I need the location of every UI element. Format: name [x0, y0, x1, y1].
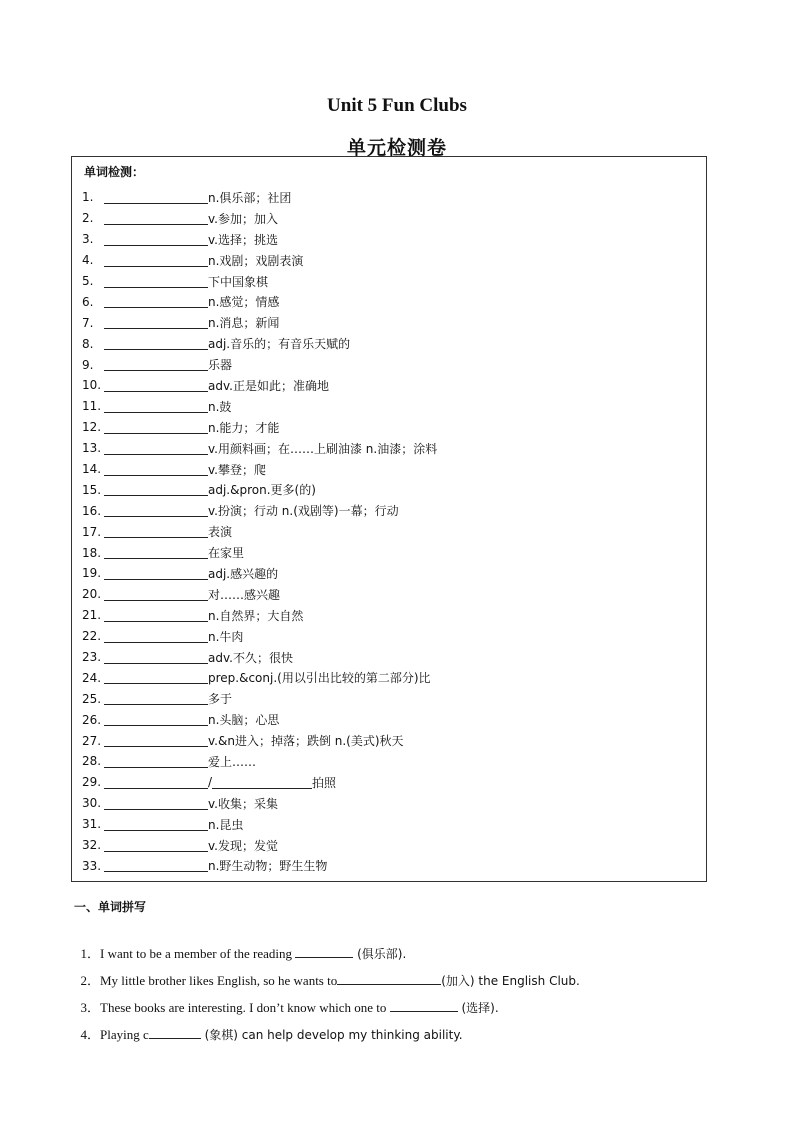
vocab-item-meaning: n.野生动物；野生生物	[208, 859, 328, 874]
vocab-item-number: 29.	[82, 775, 102, 790]
question-1-text: 1．I want to be a member of the reading	[80, 946, 296, 961]
vocab-item	[82, 229, 692, 250]
question-3-text: 3．These books are interesting. I don’t know which one to	[80, 1000, 390, 1015]
vocab-item	[82, 626, 692, 647]
question-1-hint: (俱乐部).	[353, 947, 407, 961]
section-title: 一、单词拼写	[74, 900, 147, 914]
vocab-item-number: 16.	[82, 503, 102, 518]
answer-blank[interactable]	[104, 337, 208, 350]
vocab-item	[82, 479, 692, 500]
vocab-item-meaning: n.消息；新闻	[208, 316, 280, 331]
vocab-item	[82, 647, 692, 668]
answer-blank[interactable]	[104, 379, 208, 392]
vocab-item-number: 19.	[82, 566, 102, 581]
vocab-item-number: 27.	[82, 733, 102, 748]
vocab-item	[82, 730, 692, 751]
answer-blank[interactable]	[212, 776, 312, 789]
vocab-item	[82, 709, 692, 730]
vocab-item-number: 17.	[82, 524, 102, 539]
question-4-text: 4．Playing c	[80, 1027, 149, 1042]
answer-blank[interactable]	[104, 859, 208, 872]
vocab-item-number: 24.	[82, 670, 102, 685]
vocab-item-number: 14.	[82, 462, 102, 477]
answer-blank[interactable]	[104, 254, 208, 267]
vocab-item-meaning: n.头脑；心思	[208, 713, 280, 728]
vocab-item-number: 11.	[82, 399, 102, 414]
question-2-text: 2．My little brother likes English, so he wants to	[80, 973, 338, 988]
vocab-item-number: 13.	[82, 441, 102, 456]
vocab-item-meaning: adj.感兴趣的	[208, 566, 279, 581]
vocab-item	[82, 521, 692, 542]
vocab-item	[82, 500, 692, 521]
question-2-hint: (加入) the English Club.	[441, 974, 580, 988]
vocab-item-meaning: n.昆虫	[208, 817, 244, 832]
answer-blank[interactable]	[104, 421, 208, 434]
page-subtitle: 单元检测卷	[346, 137, 447, 159]
answer-blank[interactable]	[104, 609, 208, 622]
answer-blank[interactable]	[104, 233, 208, 246]
answer-blank[interactable]	[104, 651, 208, 664]
vocab-item-meaning: v.扮演；行动 n.(戏剧等)一幕；行动	[208, 504, 399, 519]
vocab-item-meaning: n.鼓	[208, 399, 232, 414]
answer-blank[interactable]	[104, 713, 208, 726]
vocab-item	[82, 751, 692, 772]
vocab-item-number: 1.	[82, 190, 94, 205]
vocab-item-number: 30.	[82, 796, 102, 811]
answer-blank[interactable]	[104, 818, 208, 831]
answer-blank[interactable]	[104, 442, 208, 455]
answer-blank[interactable]	[104, 671, 208, 684]
vocab-item-number: 31.	[82, 817, 102, 832]
question-3-hint: (选择).	[457, 1001, 499, 1015]
vocab-item-number: 18.	[82, 545, 102, 560]
vocab-item	[82, 438, 692, 459]
vocab-item	[82, 208, 692, 229]
vocab-item-number: 20.	[82, 587, 102, 602]
vocab-item-number: 4.	[82, 253, 94, 268]
vocab-item-meaning: adv.正是如此；准确地	[208, 378, 329, 393]
answer-blank[interactable]	[104, 463, 208, 476]
answer-blank[interactable]	[104, 316, 208, 329]
vocab-item	[82, 312, 692, 333]
answer-blank[interactable]	[104, 275, 208, 288]
vocab-item-number: 25.	[82, 691, 102, 706]
vocab-item	[82, 835, 692, 856]
vocab-item-number: 28.	[82, 754, 102, 769]
answer-blank[interactable]	[104, 567, 208, 580]
vocab-item-meaning: n.能力；才能	[208, 420, 280, 435]
vocab-item	[82, 250, 692, 271]
vocab-item-meaning: adj.音乐的；有音乐天赋的	[208, 337, 351, 352]
vocab-item	[82, 563, 692, 584]
vocab-item	[82, 772, 692, 793]
vocab-item	[82, 271, 692, 292]
vocab-item-number: 7.	[82, 315, 94, 330]
vocab-item-meaning: v.发现；发觉	[208, 838, 278, 853]
answer-blank[interactable]	[104, 546, 208, 559]
vocab-item-number: 10.	[82, 378, 102, 393]
vocab-item-number: 32.	[82, 838, 102, 853]
vocab-item	[82, 667, 692, 688]
answer-blank[interactable]	[104, 483, 208, 496]
answer-blank[interactable]	[104, 797, 208, 810]
vocab-item-meaning: v.参加；加入	[208, 211, 278, 226]
vocab-item-meaning: adj.&pron.更多(的)	[208, 483, 316, 498]
vocab-item-number: 8.	[82, 336, 94, 351]
vocab-item	[82, 688, 692, 709]
answer-blank[interactable]	[149, 1027, 201, 1039]
vocab-list	[82, 187, 692, 876]
question-4-hint: (象棋) can help develop my thinking ability.	[200, 1028, 463, 1042]
vocab-item-meaning: v.攀登；爬	[208, 462, 266, 477]
vocab-item-number: 15.	[82, 482, 102, 497]
vocab-item-meaning: n.感觉；情感	[208, 295, 280, 310]
answer-blank[interactable]	[104, 358, 208, 371]
vocab-item	[82, 187, 692, 208]
vocab-item-meaning: prep.&conj.(用以引出比较的第二部分)比	[208, 671, 431, 686]
vocab-item	[82, 396, 692, 417]
vocab-item	[82, 542, 692, 563]
vocab-item-meaning: v.收集；采集	[208, 796, 278, 811]
vocab-item-number: 2.	[82, 211, 94, 226]
answer-blank[interactable]	[104, 692, 208, 705]
vocab-item-number: 12.	[82, 420, 102, 435]
page-title: Unit 5 Fun Clubs	[327, 95, 467, 116]
vocab-item-number: 5.	[82, 274, 94, 288]
answer-blank[interactable]	[104, 734, 208, 747]
vocab-item-meaning: 下中国象棋	[208, 274, 269, 289]
vocab-item	[82, 584, 692, 605]
vocab-check-box	[71, 156, 707, 882]
vocab-item	[82, 605, 692, 626]
vocab-item-number: 21.	[82, 608, 102, 623]
vocab-item-number: 33.	[82, 858, 102, 873]
vocab-item-meaning: 表演	[208, 525, 233, 540]
answer-blank[interactable]	[104, 525, 208, 538]
vocab-item-number: 22.	[82, 629, 102, 644]
vocab-item-meaning: adv.不久；很快	[208, 650, 293, 665]
vocab-item	[82, 354, 692, 375]
answer-blank[interactable]	[104, 588, 208, 601]
vocab-item-meaning: v.用颜料画；在……上刷油漆 n.油漆；涂料	[208, 441, 438, 456]
vocab-item-number: 3.	[82, 232, 94, 247]
vocab-item-number: 26.	[82, 712, 102, 727]
vocab-item	[82, 814, 692, 835]
vocab-separator: /	[208, 775, 213, 790]
answer-blank[interactable]	[104, 295, 208, 308]
question-4	[74, 1008, 463, 1043]
answer-blank[interactable]	[104, 212, 208, 225]
vocab-item-meaning: n.牛肉	[208, 629, 244, 644]
vocab-item	[82, 291, 692, 312]
vocab-item	[82, 417, 692, 438]
answer-blank[interactable]	[104, 191, 208, 204]
vocab-item-number: 6.	[82, 294, 94, 309]
answer-blank[interactable]	[104, 839, 208, 852]
vocab-item-meaning: 在家里	[208, 546, 245, 561]
vocab-item-meaning: 对……感兴趣	[208, 587, 281, 602]
vocab-heading: 单词检测：	[84, 165, 145, 179]
vocab-item	[82, 793, 692, 814]
vocab-item	[82, 375, 692, 396]
vocab-item-meaning: n.戏剧；戏剧表演	[208, 253, 304, 268]
answer-blank[interactable]	[104, 755, 208, 768]
vocab-item-meaning: 乐器	[208, 358, 233, 373]
vocab-item-meaning: v.&n进入；掉落；跌倒 n.(美式)秋天	[208, 734, 404, 749]
vocab-item	[82, 856, 692, 877]
answer-blank[interactable]	[104, 630, 208, 643]
answer-blank[interactable]	[104, 504, 208, 517]
vocab-item-meaning: n.自然界；大自然	[208, 608, 304, 623]
vocab-item-meaning: 多于	[208, 692, 233, 707]
vocab-item-number: 23.	[82, 650, 102, 665]
vocab-item-meaning: n.俱乐部；社团	[208, 190, 292, 205]
vocab-item	[82, 459, 692, 480]
answer-blank[interactable]	[104, 400, 208, 413]
vocab-item-number: 9.	[82, 357, 94, 372]
vocab-item-meaning: v.选择；挑选	[208, 232, 278, 247]
answer-blank[interactable]	[104, 776, 208, 789]
vocab-item-meaning: 爱上……	[208, 754, 257, 769]
vocab-item-meaning: 拍照	[312, 775, 337, 790]
vocab-item	[82, 333, 692, 354]
